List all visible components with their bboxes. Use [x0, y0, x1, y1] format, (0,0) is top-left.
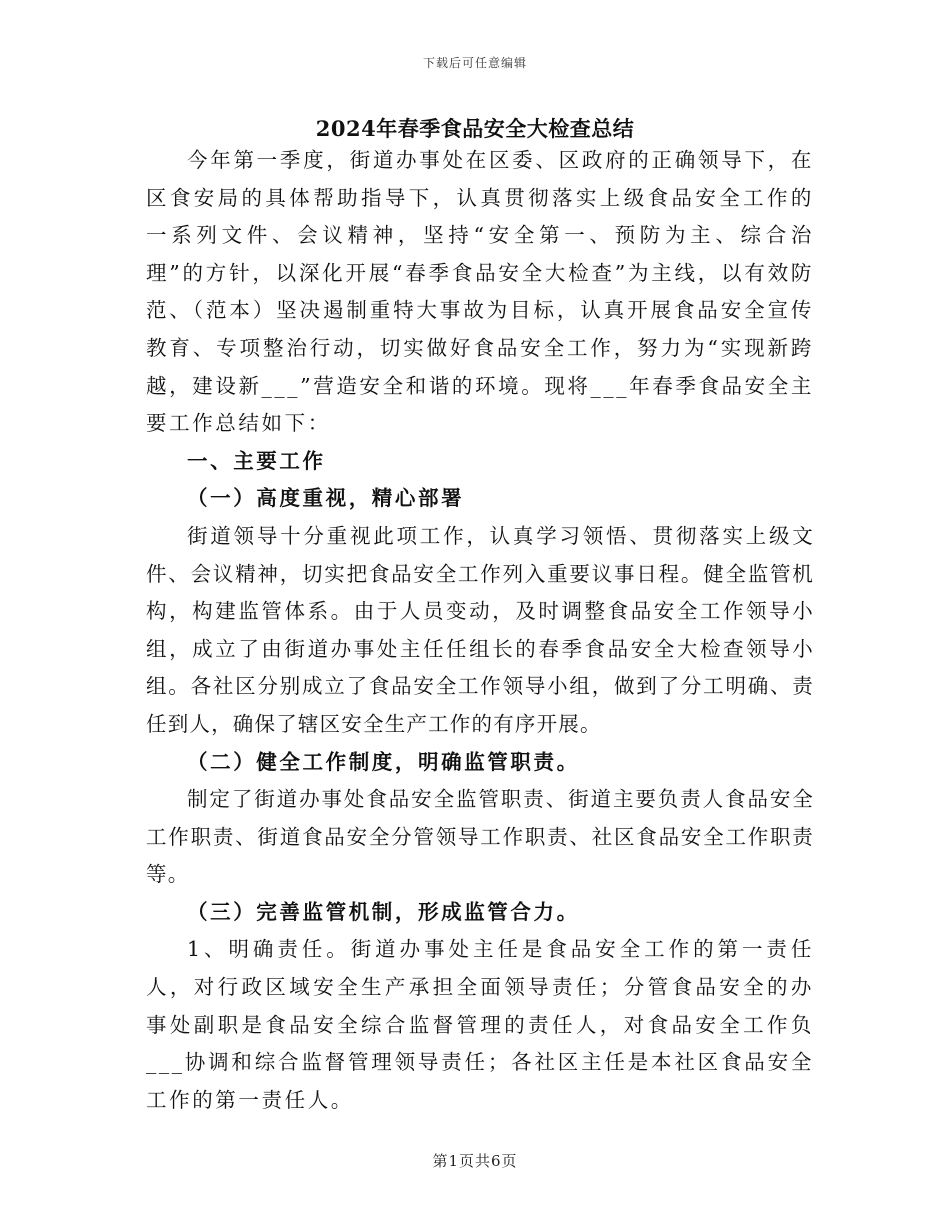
paragraph-2: 制定了街道办事处食品安全监管职责、街道主要负责人食品安全工作职责、街道食品安全分管领导工作职责、社区食品安全工作职责等。 — [146, 787, 814, 887]
document-title: 2024年春季食品安全大检查总结 — [315, 116, 635, 141]
document-body — [146, 142, 814, 1119]
section-heading-main-work: 一、主要工作 — [187, 448, 326, 473]
subheading-2: （二）健全工作制度，明确监管职责。 — [187, 749, 580, 774]
paragraph-3: 1、明确责任。街道办事处主任是食品安全工作的第一责任人，对行政区域安全生产承担全面领导责任；分管食品安全的办事处副职是食品安全综合监督管理的责任人，对食品安全工作负___协调和综合监督管理领导责任；各社区主任是本社区食品安全工作的第一责任人。 — [146, 937, 814, 1112]
intro-paragraph: 今年第一季度，街道办事处在区委、区政府的正确领导下，在区食安局的具体帮助指导下，认真贯彻落实上级食品安全工作的一系列文件、会议精神，坚持“安全第一、预防为主、综合治理”的方针，以深化开展“春季食品安全大检查”为主线，以有效防范、（范本）坚决遏制重特大事故为目标，认真开展食品安全宣传教育、专项整治行动，切实做好食品安全工作，努力为“实现新跨越，建设新___”营造安全和谐的环境。现将___年春季食品安全主要工作总结如下： — [146, 148, 814, 436]
paragraph-1: 街道领导十分重视此项工作，认真学习领悟、贯彻落实上级文件、会议精神，切实把食品安全工作列入重要议事日程。健全监管机构，构建监管体系。由于人员变动，及时调整食品安全工作领导小组，成立了由街道办事处主任任组长的春季食品安全大检查领导小组。各社区分别成立了食品安全工作领导小组，做到了分工明确、责任到人，确保了辖区安全生产工作的有序开展。 — [146, 523, 814, 736]
page-number: 第1页共6页 — [432, 1152, 518, 1170]
header-note: 下载后可任意编辑 — [422, 56, 527, 70]
subheading-3: （三）完善监管机制，形成监管合力。 — [187, 899, 580, 924]
subheading-1: （一）高度重视，精心部署 — [187, 486, 465, 511]
